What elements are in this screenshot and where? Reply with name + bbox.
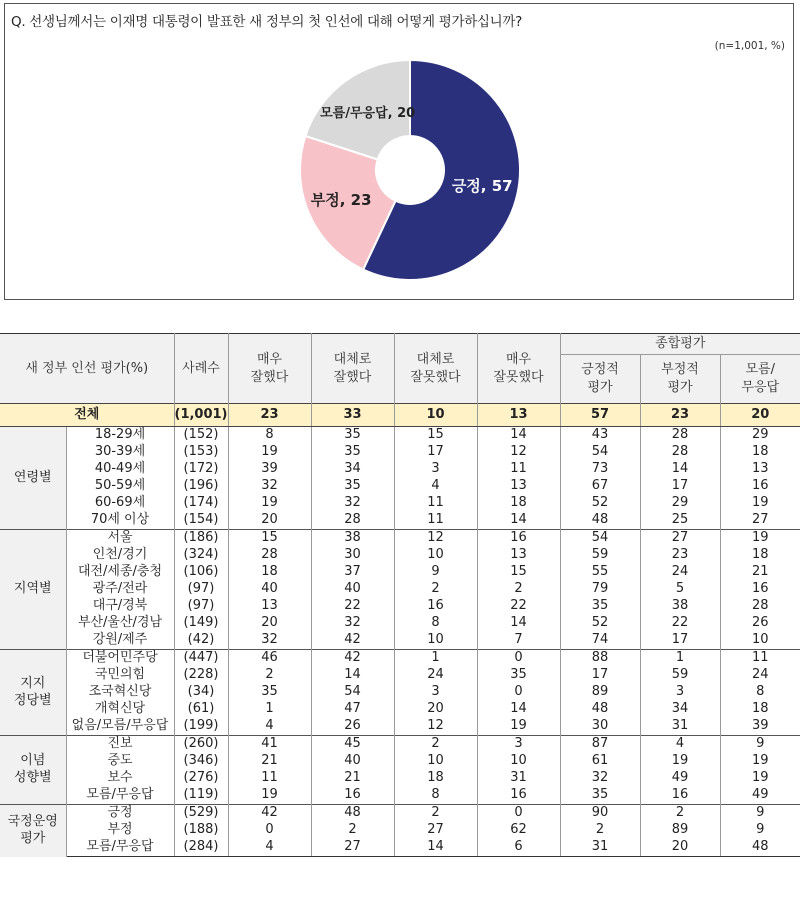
row-value: 15 [228, 530, 311, 548]
row-value: 1 [228, 701, 311, 718]
crosstab-table [0, 333, 800, 857]
row-value: 48 [720, 839, 800, 857]
row-value: 38 [640, 598, 720, 615]
row-n: (172) [174, 461, 228, 478]
total-value: 57 [560, 404, 640, 427]
row-value: 35 [311, 444, 394, 461]
row-label: 30-39세 [66, 444, 174, 461]
row-value: 1 [640, 650, 720, 668]
table-row [0, 632, 800, 650]
row-value: 52 [560, 495, 640, 512]
row-value: 35 [311, 427, 394, 445]
row-n: (186) [174, 530, 228, 548]
table-row [0, 530, 800, 548]
row-value: 19 [751, 770, 769, 786]
row-n: (154) [174, 512, 228, 530]
row-value: 87 [560, 736, 640, 754]
row-value: 29 [640, 495, 720, 512]
row-value: 29 [720, 427, 800, 445]
row-value: 25 [640, 512, 720, 530]
row-value: 20 [228, 615, 311, 632]
row-value: 9 [720, 805, 800, 823]
row-value: 21 [228, 753, 311, 770]
row-value: 73 [560, 461, 640, 478]
row-value: 32 [311, 495, 394, 512]
row-value: 22 [311, 598, 394, 615]
row-n: (196) [174, 478, 228, 495]
row-label: 40-49세 [66, 461, 174, 478]
table-row [0, 805, 800, 823]
row-value: 26 [311, 718, 394, 736]
row-value: 10 [477, 753, 560, 770]
row-value: 2 [311, 822, 394, 839]
header-summary-col: 모름/ 무응답 [720, 355, 800, 404]
header-col: 대체로 잘했다 [311, 334, 394, 404]
row-value: 0 [477, 650, 560, 668]
row-label: 인천/경기 [66, 547, 174, 564]
row-value: 19 [228, 787, 311, 805]
row-value: 14 [311, 667, 394, 684]
row-value: 16 [394, 598, 477, 615]
row-n: (174) [174, 495, 228, 512]
table-row [0, 478, 800, 495]
header-row [0, 334, 800, 355]
row-value: 4 [640, 736, 720, 754]
row-value: 15 [394, 427, 477, 445]
row-value: 27 [394, 822, 477, 839]
row-value: 35 [228, 684, 311, 701]
table-row [0, 718, 800, 736]
row-value: 18 [751, 444, 769, 460]
row-label: 60-69세 [66, 495, 174, 512]
row-value: 39 [751, 718, 769, 734]
row-value: 19 [228, 444, 311, 461]
table-row [0, 495, 800, 512]
table-row [0, 427, 800, 445]
row-value: 32 [311, 615, 394, 632]
question-text: Q. 선생님께서는 이재명 대통령이 발표한 새 정부의 첫 인선에 대해 어떻게 평가하십니까? [11, 14, 523, 30]
row-value: 27 [311, 839, 394, 857]
total-value: 20 [720, 404, 800, 427]
row-n: (346) [174, 753, 228, 770]
donut-label-3: 모름/무응답, 20 [320, 105, 416, 121]
header-col: 매우 잘못했다 [477, 334, 560, 404]
row-value: 14 [477, 427, 560, 445]
row-value: 10 [751, 632, 769, 648]
row-value: 16 [640, 787, 720, 805]
row-value: 32 [560, 770, 640, 787]
table-row [0, 753, 800, 770]
row-n: (42) [174, 632, 228, 650]
group-label: 연령별 [0, 427, 66, 530]
table-row [0, 461, 800, 478]
row-n: (447) [174, 650, 228, 668]
total-value: 13 [477, 404, 560, 427]
total-value: 23 [228, 404, 311, 427]
total-value: 10 [394, 404, 477, 427]
row-value: 28 [751, 598, 769, 614]
group-label: 국정운영 평가 [0, 805, 66, 857]
row-value: 4 [228, 718, 311, 736]
row-value: 10 [394, 753, 477, 770]
row-n: (188) [174, 822, 228, 839]
chart-panel [4, 3, 794, 300]
row-value: 8 [756, 684, 765, 700]
row-value: 46 [228, 650, 311, 668]
row-value: 11 [394, 512, 477, 530]
row-value: 4 [394, 478, 477, 495]
table-row [0, 615, 800, 632]
row-value: 37 [311, 564, 394, 581]
row-value: 24 [394, 667, 477, 684]
row-value: 11 [477, 461, 560, 478]
group-label: 지지 정당별 [0, 650, 66, 736]
row-value: 13 [751, 461, 769, 477]
row-label: 강원/제주 [66, 632, 174, 650]
row-value: 2 [640, 805, 720, 823]
row-value: 62 [477, 822, 560, 839]
row-label: 중도 [66, 753, 174, 770]
row-value: 3 [394, 461, 477, 478]
row-label: 부정 [66, 822, 174, 839]
row-value: 89 [560, 684, 640, 701]
row-value: 19 [720, 530, 800, 548]
row-value: 39 [228, 461, 311, 478]
header-summary-col: 부정적 평가 [640, 355, 720, 404]
table-row [0, 650, 800, 668]
row-value: 45 [311, 736, 394, 754]
row-label: 모름/무응답 [66, 839, 174, 857]
row-label: 더불어민주당 [66, 650, 174, 668]
row-n: (276) [174, 770, 228, 787]
row-value: 4 [228, 839, 311, 857]
row-value: 0 [477, 684, 560, 701]
row-value: 21 [311, 770, 394, 787]
row-value: 30 [311, 547, 394, 564]
row-value: 17 [640, 632, 720, 650]
row-value: 40 [228, 581, 311, 598]
table-row [0, 581, 800, 598]
row-label: 대전/세종/충청 [66, 564, 174, 581]
header-title: 새 정부 인선 평가(%) [0, 334, 174, 404]
table-row [0, 512, 800, 530]
row-value: 35 [560, 787, 640, 805]
row-value: 19 [751, 495, 769, 511]
row-value: 59 [560, 547, 640, 564]
row-value: 74 [560, 632, 640, 650]
row-value: 24 [640, 564, 720, 581]
table-row [0, 787, 800, 805]
row-value: 1 [394, 650, 477, 668]
row-value: 17 [394, 444, 477, 461]
row-value: 10 [394, 632, 477, 650]
row-value: 3 [394, 684, 477, 701]
row-value: 2 [394, 736, 477, 754]
row-value: 22 [640, 615, 720, 632]
row-value: 26 [751, 615, 769, 631]
row-value: 89 [640, 822, 720, 839]
row-value: 34 [311, 461, 394, 478]
row-value: 13 [477, 547, 560, 564]
row-label: 없음/모름/무응답 [66, 718, 174, 736]
row-label: 개혁신당 [66, 701, 174, 718]
row-label: 50-59세 [66, 478, 174, 495]
table-row [0, 547, 800, 564]
group-label: 이념 성향별 [0, 736, 66, 805]
row-value: 14 [394, 839, 477, 857]
row-value: 31 [640, 718, 720, 736]
row-value: 18 [394, 770, 477, 787]
row-value: 54 [560, 530, 640, 548]
row-value: 48 [560, 512, 640, 530]
row-label: 서울 [66, 530, 174, 548]
row-value: 30 [560, 718, 640, 736]
table-row [0, 667, 800, 684]
row-n: (97) [174, 598, 228, 615]
row-n: (61) [174, 701, 228, 718]
row-value: 12 [394, 718, 477, 736]
row-value: 32 [228, 632, 311, 650]
row-label: 대구/경북 [66, 598, 174, 615]
row-value: 48 [560, 701, 640, 718]
row-value: 3 [477, 736, 560, 754]
row-value: 7 [477, 632, 560, 650]
row-n: (106) [174, 564, 228, 581]
row-value: 18 [751, 547, 769, 563]
row-n: (153) [174, 444, 228, 461]
row-value: 9 [756, 822, 765, 838]
row-value: 59 [640, 667, 720, 684]
row-n: (34) [174, 684, 228, 701]
row-n: (260) [174, 736, 228, 754]
row-value: 48 [311, 805, 394, 823]
row-value: 18 [228, 564, 311, 581]
row-n: (529) [174, 805, 228, 823]
donut-label-1: 긍정, 57 [451, 177, 513, 196]
table-row [0, 770, 800, 787]
row-value: 3 [640, 684, 720, 701]
row-value: 52 [560, 615, 640, 632]
row-value: 2 [560, 822, 640, 839]
row-value: 49 [640, 770, 720, 787]
row-value: 24 [751, 667, 769, 683]
header-col: 대체로 잘못했다 [394, 334, 477, 404]
row-value: 18 [751, 701, 769, 717]
row-value: 17 [560, 667, 640, 684]
header-summary-col: 긍정적 평가 [560, 355, 640, 404]
row-value: 5 [640, 581, 720, 598]
row-value: 27 [751, 512, 769, 528]
row-label: 긍정 [66, 805, 174, 823]
row-label: 광주/전라 [66, 581, 174, 598]
row-value: 12 [394, 530, 477, 548]
row-value: 31 [560, 839, 640, 857]
row-value: 22 [477, 598, 560, 615]
row-label: 진보 [66, 736, 174, 754]
row-value: 9 [394, 564, 477, 581]
row-value: 19 [640, 753, 720, 770]
row-value: 42 [228, 805, 311, 823]
row-n: (199) [174, 718, 228, 736]
row-value: 35 [560, 598, 640, 615]
row-value: 28 [640, 427, 720, 445]
row-n: (149) [174, 615, 228, 632]
row-value: 10 [394, 547, 477, 564]
row-value: 13 [228, 598, 311, 615]
row-value: 20 [640, 839, 720, 857]
row-n: (228) [174, 667, 228, 684]
row-value: 35 [311, 478, 394, 495]
row-value: 49 [751, 787, 769, 803]
row-value: 31 [477, 770, 560, 787]
row-n: (152) [174, 427, 228, 445]
row-value: 40 [311, 581, 394, 598]
row-value: 20 [394, 701, 477, 718]
row-value: 16 [751, 581, 769, 597]
table-row [0, 598, 800, 615]
row-value: 38 [311, 530, 394, 548]
row-value: 54 [311, 684, 394, 701]
row-label: 부산/울산/경남 [66, 615, 174, 632]
row-value: 47 [311, 701, 394, 718]
row-label: 70세 이상 [66, 512, 174, 530]
row-value: 23 [640, 547, 720, 564]
total-value: 23 [640, 404, 720, 427]
row-value: 9 [720, 736, 800, 754]
row-value: 42 [311, 650, 394, 668]
row-value: 2 [477, 581, 560, 598]
row-value: 11 [394, 495, 477, 512]
row-label: 모름/무응답 [66, 787, 174, 805]
row-value: 41 [228, 736, 311, 754]
row-value: 17 [640, 478, 720, 495]
table-row [0, 684, 800, 701]
header-col: 매우 잘했다 [228, 334, 311, 404]
table-body [0, 334, 800, 857]
group-label: 지역별 [0, 530, 66, 650]
row-value: 61 [560, 753, 640, 770]
row-value: 28 [640, 444, 720, 461]
row-value: 16 [477, 530, 560, 548]
row-value: 15 [477, 564, 560, 581]
row-value: 2 [394, 581, 477, 598]
row-value: 14 [640, 461, 720, 478]
row-value: 55 [560, 564, 640, 581]
row-value: 2 [228, 667, 311, 684]
row-value: 28 [311, 512, 394, 530]
row-value: 90 [560, 805, 640, 823]
donut-chart [5, 4, 793, 299]
row-value: 14 [477, 615, 560, 632]
row-label: 국민의힘 [66, 667, 174, 684]
donut-label-2: 부정, 23 [310, 190, 372, 209]
row-value: 28 [228, 547, 311, 564]
row-value: 34 [640, 701, 720, 718]
row-value: 8 [228, 427, 311, 445]
row-value: 16 [751, 478, 769, 494]
row-value: 0 [228, 822, 311, 839]
row-value: 2 [394, 805, 477, 823]
row-value: 19 [751, 753, 769, 769]
row-n: (119) [174, 787, 228, 805]
header-sample: 사례수 [174, 334, 228, 404]
sample-note: (n=1,001, %) [714, 40, 785, 52]
table-row [0, 444, 800, 461]
row-value: 19 [477, 718, 560, 736]
table-row [0, 701, 800, 718]
row-value: 79 [560, 581, 640, 598]
row-value: 12 [477, 444, 560, 461]
row-value: 8 [394, 615, 477, 632]
row-value: 21 [751, 564, 769, 580]
row-label: 조국혁신당 [66, 684, 174, 701]
row-value: 16 [477, 787, 560, 805]
row-value: 0 [477, 805, 560, 823]
header-summary: 종합평가 [560, 334, 800, 355]
row-value: 18 [477, 495, 560, 512]
row-value: 27 [640, 530, 720, 548]
row-n: (284) [174, 839, 228, 857]
row-value: 67 [560, 478, 640, 495]
row-value: 11 [228, 770, 311, 787]
row-value: 14 [477, 512, 560, 530]
row-value: 32 [228, 478, 311, 495]
row-label: 18-29세 [66, 427, 174, 445]
total-row [0, 404, 800, 427]
row-value: 54 [560, 444, 640, 461]
row-value: 42 [311, 632, 394, 650]
row-value: 8 [394, 787, 477, 805]
row-value: 43 [560, 427, 640, 445]
table-row [0, 736, 800, 754]
row-value: 19 [228, 495, 311, 512]
total-value: 33 [311, 404, 394, 427]
row-value: 11 [720, 650, 800, 668]
row-label: 보수 [66, 770, 174, 787]
row-value: 6 [477, 839, 560, 857]
row-value: 14 [477, 701, 560, 718]
table-row [0, 822, 800, 839]
row-n: (324) [174, 547, 228, 564]
row-value: 35 [477, 667, 560, 684]
table-row [0, 839, 800, 857]
row-value: 88 [560, 650, 640, 668]
row-value: 13 [477, 478, 560, 495]
table-row [0, 564, 800, 581]
total-n: (1,001) [174, 404, 228, 427]
total-label: 전체 [0, 404, 174, 427]
row-value: 40 [311, 753, 394, 770]
row-n: (97) [174, 581, 228, 598]
row-value: 20 [228, 512, 311, 530]
row-value: 16 [311, 787, 394, 805]
